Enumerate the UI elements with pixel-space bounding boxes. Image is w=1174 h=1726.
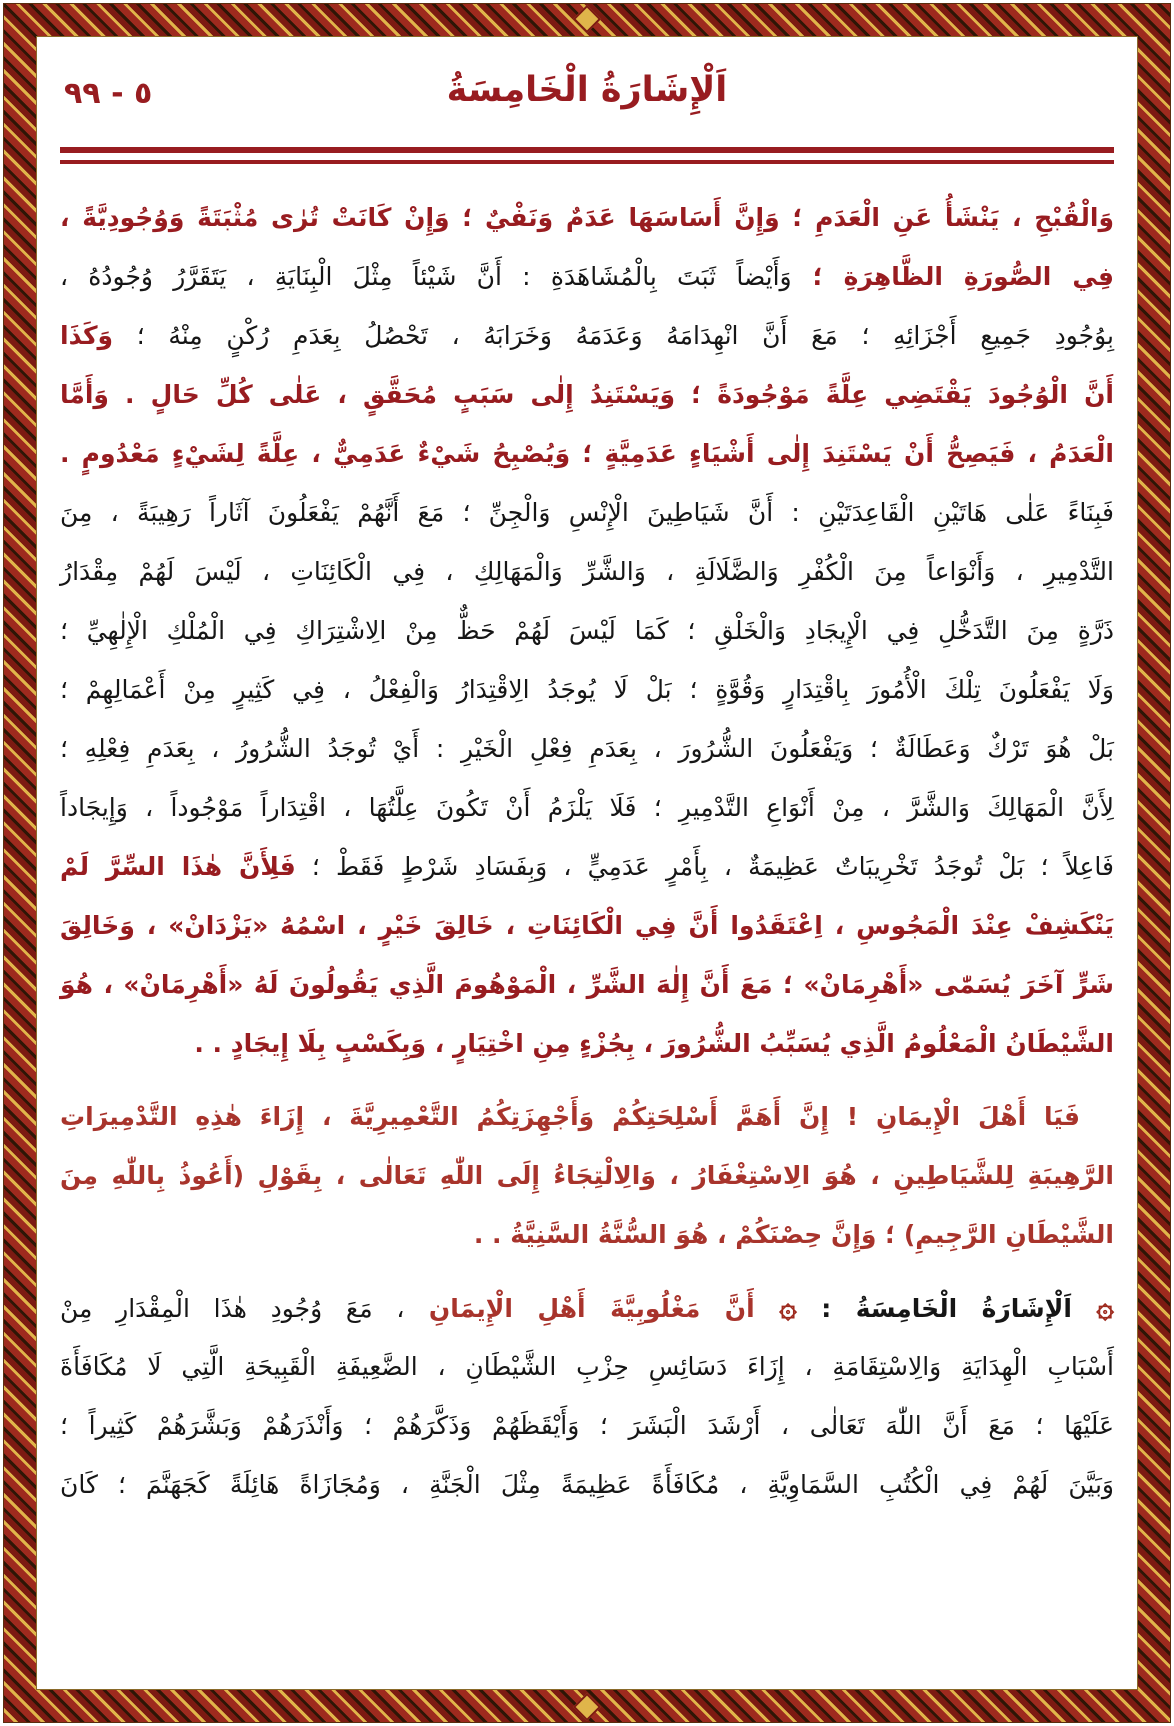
text-line xyxy=(60,660,1114,719)
ornament-icon: ۞ xyxy=(779,1290,797,1325)
text-segment: وَبَيَّنَ لَهُمْ فِي الْكُتُبِ السَّمَاوِيَّةِ ، مُكَافَأَةً عَظِيمَةً مِثْلَ الْجَنَّةِ ، وَمُجَازَاةً هَائِلَةً كَجَهَنَّمَ ؛ كَانَ xyxy=(60,1470,1114,1499)
body-text xyxy=(60,188,1114,1514)
text-segment: لِأَنَّ الْمَهَالِكَ وَالشَّرَّ ، مِنْ أَنْوَاعِ التَّدْمِيرِ ؛ فَلَا يَلْزَمُ أَنْ تَكُونَ عِلَّتُهَا ، اقْتِدَاراً مَوْجُوداً ، وَإِيجَاداً xyxy=(60,793,1114,822)
text-line xyxy=(60,306,1114,365)
text-segment: بَلْ هُوَ تَرْكٌ وَعَطَالَةٌ ؛ وَيَفْعَلُونَ الشُّرُورَ ، بِعَدَمِ فِعْلِ الْخَيْرِ : أَيْ تُوجَدُ الشُّرُورُ ، بِعَدَمِ فِعْلِهِ ؛ xyxy=(60,734,1114,763)
text-segment: عَلَيْهَا ؛ مَعَ أَنَّ اللّٰهَ تَعَالٰى ، أَرْشَدَ الْبَشَرَ ؛ وَأَيْقَظَهُمْ وَذَكَّرَهُمْ ؛ وَأَنْذَرَهُمْ وَبَشَّرَهُمْ كَثِيراً ؛ xyxy=(60,1411,1114,1440)
page-content xyxy=(36,36,1138,1690)
text-line xyxy=(60,365,1114,424)
text-line xyxy=(60,483,1114,542)
header-rule-thin xyxy=(60,160,1114,164)
page-header xyxy=(60,36,1114,164)
text-line xyxy=(60,1014,1114,1073)
page-title: اَلْإِشَارَةُ الْخَامِسَةُ xyxy=(446,70,728,110)
text-line xyxy=(60,542,1114,601)
page-number: ٥ - ٩٩ xyxy=(64,76,153,111)
text-line xyxy=(60,896,1114,955)
text-line xyxy=(60,601,1114,660)
text-segment: شَرٍّ آخَرَ يُسَمّٰى «أَهْرِمَانْ» ؛ مَعَ أَنَّ إِلٰهَ الشَّرِّ ، الْمَوْهُومَ الَّذِي يَقُولُونَ لَهُ «أَهْرِمَانْ» ، هُوَ xyxy=(60,970,1114,999)
text-line xyxy=(60,1087,1114,1146)
text-line xyxy=(60,1396,1114,1455)
text-segment: فَبِنَاءً عَلٰى هَاتَيْنِ الْقَاعِدَتَيْنِ : أَنَّ شَيَاطِينَ الْإِنْسِ وَالْجِنِّ ؛ مَعَ أَنَّهُمْ يَفْعَلُونَ آثَاراً رَهِيبَةً ، مِنَ xyxy=(60,498,1114,527)
text-line xyxy=(60,1205,1114,1264)
text-segment: وَأَيْضاً ثَبَتَ بِالْمُشَاهَدَةِ : أَنَّ شَيْئاً مِثْلَ الْبِنَايَةِ ، يَتَقَرَّرُ وُجُودُهُ ، xyxy=(60,262,792,291)
text-line xyxy=(60,955,1114,1014)
text-segment: يَنْكَشِفْ عِنْدَ الْمَجُوسِ ، اِعْتَقَدُوا أَنَّ فِي الْكَائِنَاتِ ، خَالِقَ خَيْرٍ ، اسْمُهُ «يَزْدَانْ» ، وَخَالِقَ xyxy=(60,911,1114,940)
text-segment: ذَرَّةٍ مِنَ التَّدَخُّلِ فِي الْإِيجَادِ وَالْخَلْقِ ؛ كَمَا لَيْسَ لَهُمْ حَظٌّ مِنْ الِاشْتِرَاكِ فِي الْمُلْكِ الْإِلٰهِيِّ ؛ xyxy=(60,616,1114,645)
text-segment: وَكَذَا xyxy=(60,321,114,350)
text-segment: الرَّهِيبَةِ لِلشَّيَاطِينِ ، هُوَ الِاسْتِغْفَارُ ، وَالِالْتِجَاءُ إِلَى اللّٰهِ تَعَالٰى ، بِقَوْلِ (أَعُوذُ بِاللّٰهِ مِنَ xyxy=(60,1161,1114,1190)
text-line xyxy=(60,1146,1114,1205)
text-segment: أَنَّ الْوُجُودَ يَقْتَضِي عِلَّةً مَوْجُودَةً ؛ وَيَسْتَنِدُ إِلٰى سَبَبٍ مُحَقَّقٍ ، عَلٰى كُلِّ حَالٍ . وَأَمَّا xyxy=(60,380,1114,409)
text-line xyxy=(60,188,1114,247)
text-segment: فَلِأَنَّ هٰذَا السِّرَّ لَمْ xyxy=(60,852,296,881)
text-segment: أَسْبَابِ الْهِدَايَةِ وَالِاسْتِقَامَةِ ، إِزَاءَ دَسَائِسِ حِزْبِ الشَّيْطَانِ ، الضَّعِيفَةِ الْقَبِيحَةِ الَّتِي لَا مُكَافَأَةَ xyxy=(60,1352,1114,1381)
text-line xyxy=(60,424,1114,483)
ornament-icon: ۞ xyxy=(1096,1290,1114,1325)
text-segment: وَالْقُبْحِ ، يَنْشَأُ عَنِ الْعَدَمِ ؛ وَإِنَّ أَسَاسَهَا عَدَمٌ وَنَفْيٌ ؛ وَإِنْ كَانَتْ تُرٰى مُثْبَتَةً وَوُجُودِيَّةً ، xyxy=(60,203,1114,232)
text-line xyxy=(60,247,1114,306)
text-segment: الشَّيْطَانُ الْمَعْلُومُ الَّذِي يُسَبِّبُ الشُّرُورَ ، بِجُزْءٍ مِنِ اخْتِيَارٍ ، وَبِكَسْبٍ بِلَا إِيجَادٍ . . xyxy=(194,1029,1114,1058)
text-segment: ، مَعَ وُجُودِ هٰذَا الْمِقْدَارِ مِنْ xyxy=(60,1294,405,1323)
text-segment: الشَّيْطَانِ الرَّجِيمِ) ؛ وَإِنَّ حِصْنَكُمْ ، هُوَ السُّنَّةُ السَّنِيَّةُ . . xyxy=(473,1220,1114,1249)
text-segment: وَلَا يَفْعَلُونَ تِلْكَ الْأُمُورَ بِاقْتِدَارٍ وَقُوَّةٍ ؛ بَلْ لَا يُوجَدُ الِاقْتِدَارُ وَالْفِعْلُ ، فِي كَثِيرٍ مِنْ أَعْمَالِهِمْ ؛ xyxy=(60,675,1114,704)
text-segment: بِوُجُودِ جَمِيعِ أَجْزَائِهِ ؛ مَعَ أَنَّ انْهِدَامَهُ وَعَدَمَهُ وَخَرَابَهُ ، تَحْصُلُ بِعَدَمِ رُكْنٍ مِنْهُ ؛ xyxy=(113,321,1114,350)
text-line xyxy=(60,1455,1114,1514)
text-line xyxy=(60,1337,1114,1396)
text-segment: فَاعِلاً ؛ بَلْ تُوجَدُ تَخْرِيبَاتٌ عَظِيمَةٌ ، بِأَمْرٍ عَدَمِيٍّ ، وَبِفَسَادِ شَرْطٍ فَقَطْ ؛ xyxy=(295,852,1114,881)
text-segment: فَيَا أَهْلَ الْإِيمَانِ ! إِنَّ أَهَمَّ أَسْلِحَتِكُمْ وَأَجْهِزَتِكُمُ التَّعْمِيرِيَّةَ ، إِزَاءَ هٰذِهِ التَّدْمِيرَاتِ xyxy=(60,1102,1080,1131)
text-line xyxy=(60,778,1114,837)
text-line xyxy=(60,1278,1114,1337)
text-segment: أَنَّ مَغْلُوبِيَّةَ أَهْلِ الْإِيمَانِ xyxy=(404,1294,780,1323)
text-segment: الْعَدَمُ ، فَيَصِحُّ أَنْ يَسْتَنِدَ إِلٰى أَشْيَاءٍ عَدَمِيَّةٍ ؛ وَيُصْبِحُ شَيْءٌ عَدَمِيٌّ ، عِلَّةً لِشَيْءٍ مَعْدُومٍ . xyxy=(60,439,1114,468)
text-segment: التَّدْمِيرِ ، وَأَنْوَاعاً مِنَ الْكُفْرِ وَالضَّلَالَةِ ، وَالشَّرِّ وَالْمَهَالِكِ ، فِي الْكَائِنَاتِ ، لَيْسَ لَهُمْ مِقْدَارُ xyxy=(60,557,1114,586)
text-segment: فِي الصُّورَةِ الظَّاهِرَةِ ؛ xyxy=(791,262,1114,291)
text-line xyxy=(60,837,1114,896)
section-heading: اَلْإِشَارَةُ الْخَامِسَةُ : xyxy=(796,1294,1097,1323)
text-line xyxy=(60,719,1114,778)
header-rule-thick xyxy=(60,147,1114,153)
